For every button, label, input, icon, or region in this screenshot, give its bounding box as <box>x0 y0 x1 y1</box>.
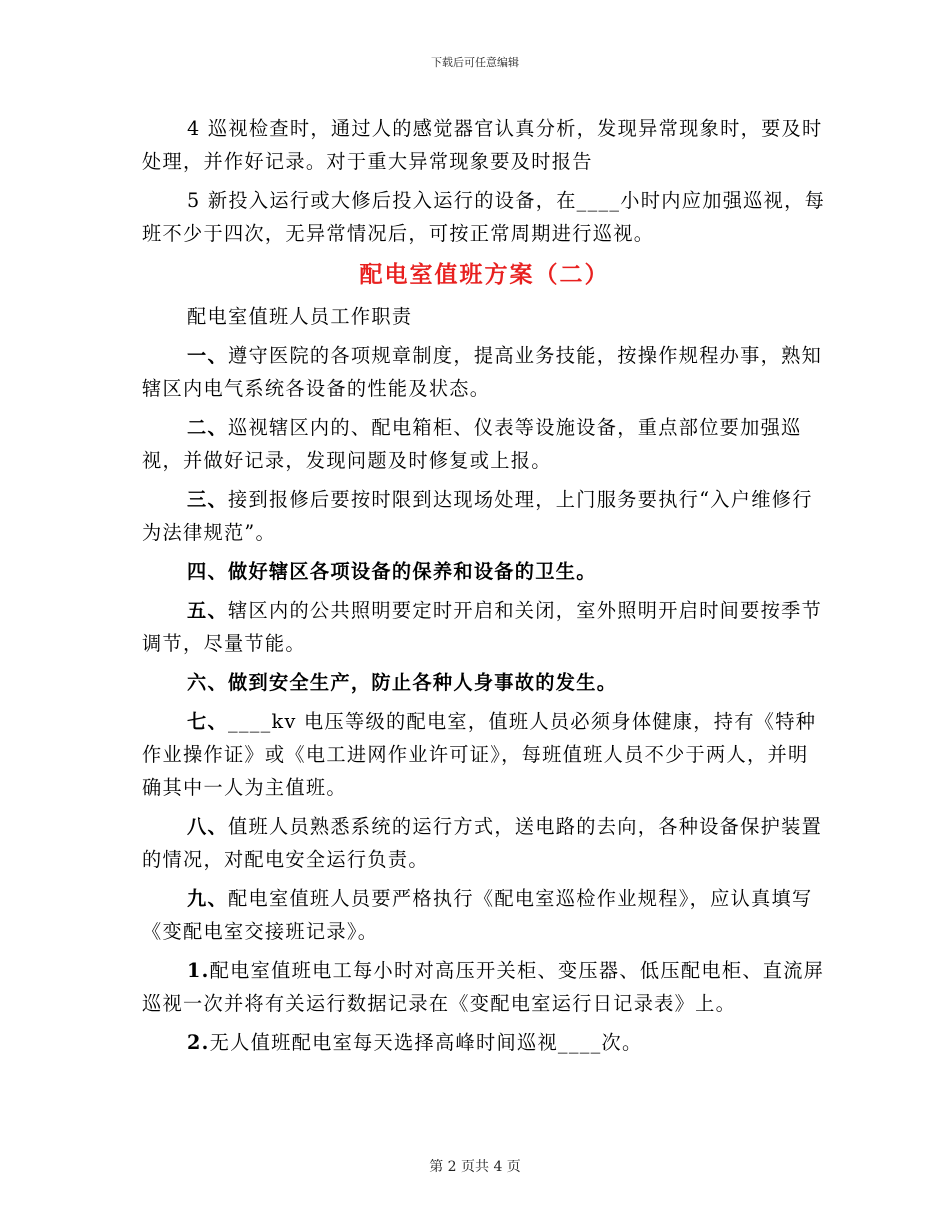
duty-item-3-text: 接到报修后要按时限到达现场处理，上门服务要执行“入户维修行为法律规范”。 <box>142 488 813 544</box>
duty-item-9-text: 配电室值班人员要严格执行《配电室巡检作业规程》，应认真填写《变配电室交接班记录》。 <box>142 887 813 943</box>
section-subtitle: 配电室值班人员工作职责 <box>187 305 413 328</box>
duty-item-3-number: 三、 <box>187 488 228 511</box>
sub-item-2-number: 2. <box>187 1031 210 1054</box>
page-header: 下载后可任意编辑 <box>431 56 519 69</box>
duty-item-1 <box>142 339 827 405</box>
section-title: 配电室值班方案（二） <box>359 261 610 288</box>
duty-item-5-number: 五、 <box>187 599 228 622</box>
duty-item-2 <box>142 411 827 477</box>
duty-item-1-number: 一、 <box>187 344 228 367</box>
duty-item-8-text: 值班人员熟悉系统的运行方式，送电路的去向，各种设备保护装置的情况，对配电安全运行负责。 <box>142 815 823 871</box>
duty-item-7-text: ____kv 电压等级的配电室，值班人员必须身体健康，持有《特种作业操作证》或《电工进网作业许可证》，每班值班人员不少于两人，并明确其中一人为主值班。 <box>142 710 817 799</box>
duty-item-3 <box>142 483 827 549</box>
duty-item-2-number: 二、 <box>187 416 228 439</box>
paragraph-inspection-5: 5 新投入运行或大修后投入运行的设备，在____小时内应加强巡视，每班不少于四次，无异常情况后，可按正常周期进行巡视。 <box>142 189 826 245</box>
sub-item-1-text: 配电室值班电工每小时对高压开关柜、变压器、低压配电柜、直流屏巡视一次并将有关运行数据记录在《变配电室运行日记录表》上。 <box>142 959 825 1015</box>
duty-item-6: 六、做到安全生产，防止各种人身事故的发生。 <box>187 671 618 694</box>
duty-item-7-number: 七、 <box>187 710 228 733</box>
sub-item-1 <box>142 954 827 1020</box>
sub-item-1-number: 1. <box>187 959 210 982</box>
duty-item-4: 四、做好辖区各项设备的保养和设备的卫生。 <box>187 560 597 583</box>
duty-item-9-number: 九、 <box>187 887 228 910</box>
sub-item-2 <box>142 1026 827 1059</box>
sub-item-2-text: 无人值班配电室每天选择高峰时间巡视____次。 <box>209 1031 643 1054</box>
duty-item-9 <box>142 882 827 948</box>
duty-item-7 <box>142 705 827 804</box>
duty-item-2-text: 巡视辖区内的、配电箱柜、仪表等设施设备，重点部位要加强巡视，并做好记录，发现问题及时修复或上报。 <box>142 416 802 472</box>
page-footer: 第 2 页共 4 页 <box>429 1159 521 1175</box>
paragraph-inspection-4: 4 巡视检查时，通过人的感觉器官认真分析，发现异常现象时，要及时处理，并作好记录。对于重大异常现象要及时报告 <box>142 117 823 173</box>
duty-item-1-text: 遵守医院的各项规章制度，提高业务技能，按操作规程办事，熟知辖区内电气系统各设备的性能及状态。 <box>142 344 823 400</box>
duty-item-8-number: 八、 <box>187 815 228 838</box>
duty-item-8 <box>142 810 827 876</box>
duty-item-5-text: 辖区内的公共照明要定时开启和关闭，室外照明开启时间要按季节调节，尽量节能。 <box>142 599 823 655</box>
duty-item-5 <box>142 594 827 660</box>
document-body <box>142 112 827 1065</box>
